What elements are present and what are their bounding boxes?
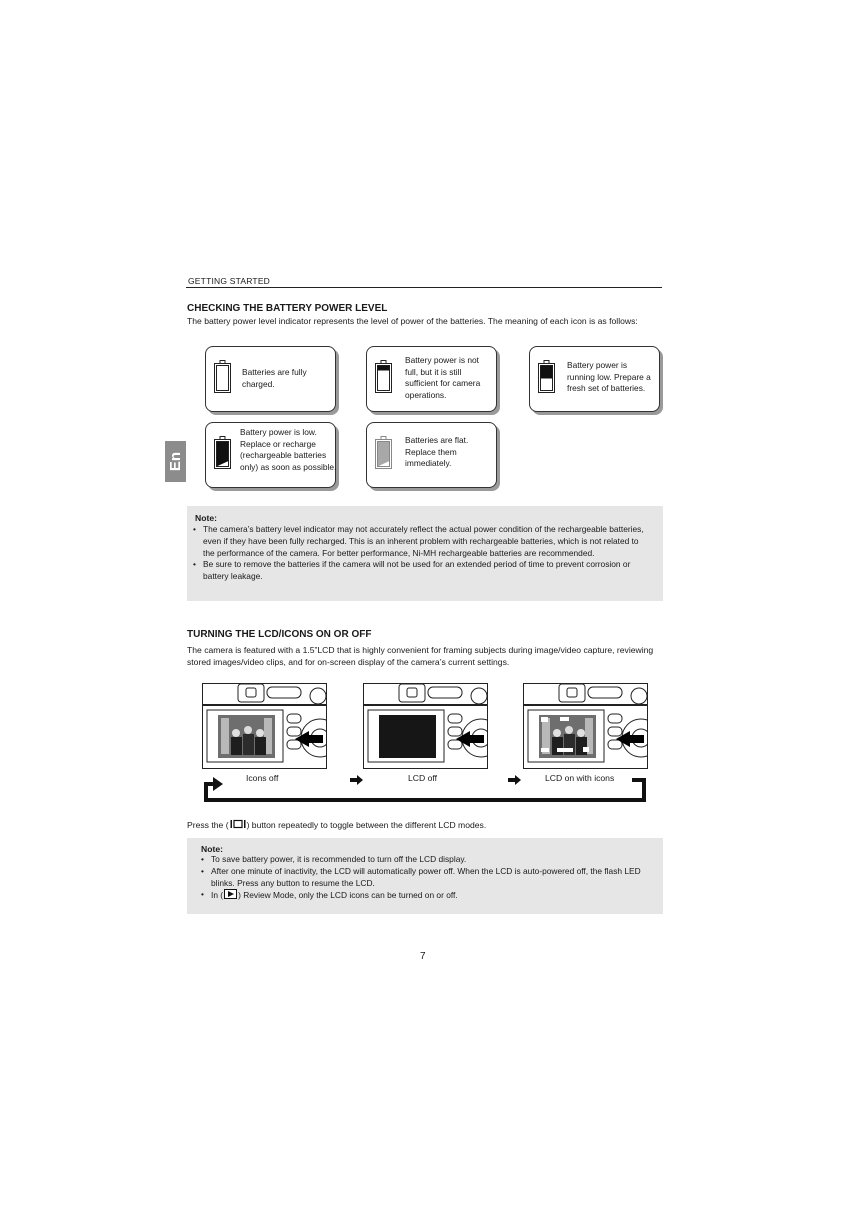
camera-image-icons-off xyxy=(202,683,327,769)
review-text-before: In ( xyxy=(211,890,224,901)
note-item: • Be sure to remove the batteries if the camera will not be used for an extended period of time to prevent corrosion or battery leakage. xyxy=(187,559,647,583)
camera-image-lcd-on-with-icons xyxy=(523,683,648,769)
battery-card-medium xyxy=(529,346,660,412)
note-title: Note: xyxy=(195,513,217,523)
note-title: Note: xyxy=(201,844,223,854)
press-text-before: Press the ( xyxy=(187,820,229,830)
battery-card-high xyxy=(366,346,497,412)
header-rule xyxy=(186,287,662,288)
lcd-note xyxy=(187,838,663,914)
arrow-right-icon xyxy=(508,775,521,785)
battery-card-low xyxy=(205,422,336,488)
lcd-section-title: TURNING THE LCD/ICONS ON OR OFF xyxy=(187,629,372,640)
section-header: GETTING STARTED xyxy=(188,276,271,286)
press-instruction xyxy=(187,819,486,832)
battery-card-full xyxy=(205,346,336,412)
review-text-after: ) Review Mode, only the LCD icons can be turned on or off. xyxy=(238,890,458,901)
note-item: • After one minute of inactivity, the LCD will automatically power off. When the LCD is auto-powered off, the flash LED blinks. Press any button to resume the LCD. xyxy=(195,866,650,890)
battery-low-icon xyxy=(214,436,231,469)
mode-caption-lcd-off: LCD off xyxy=(408,773,437,783)
battery-card-empty xyxy=(366,422,497,488)
battery-section-intro: The battery power level indicator represents the level of power of the batteries. The meaning of each icon is as follows: xyxy=(187,316,638,326)
battery-card-text: Battery power is not full, but it is still sufficient for camera operations. xyxy=(405,355,481,400)
camera-image-lcd-off xyxy=(363,683,488,769)
display-button-icon xyxy=(230,819,246,829)
review-mode-icon xyxy=(224,889,237,899)
battery-card-text: Battery power is running low. Prepare a fresh set of batteries. xyxy=(567,360,651,394)
lcd-section-intro: The camera is featured with a 1.5”LCD that is highly convenient for framing subjects during image/video capture, reviewing stored images/video clips, and for on-screen display of the camera’s current settings. xyxy=(187,645,654,667)
note-list xyxy=(195,854,650,902)
language-tab xyxy=(165,441,186,482)
press-text-after: ) button repeatedly to toggle between the different LCD modes. xyxy=(246,820,487,830)
battery-high-icon xyxy=(375,360,392,393)
battery-empty-icon xyxy=(375,436,392,469)
note-item: • The camera’s battery level indicator may not accurately reflect the actual power condition of the rechargeable batteries, even if they have been fully recharged. This is an inherent problem with rechargeable batteries, which is not related to the performance of the camera. For better performance, Ni-MH rechargeable batteries are recommended. xyxy=(187,524,647,559)
battery-full-icon xyxy=(214,360,231,393)
battery-card-text: Batteries are fully charged. xyxy=(242,367,307,389)
battery-medium-icon xyxy=(538,360,555,393)
note-item-review-mode xyxy=(195,889,650,902)
mode-caption-icons-off: Icons off xyxy=(246,773,279,783)
battery-section-title: CHECKING THE BATTERY POWER LEVEL xyxy=(187,303,388,314)
battery-card-text: Battery power is low. Replace or recharge (rechargeable batteries only) as soon as possible. xyxy=(240,427,337,472)
note-list xyxy=(187,524,647,583)
note-item: • To save battery power, it is recommended to turn off the LCD display. xyxy=(195,854,650,866)
arrow-right-icon xyxy=(350,775,363,785)
language-tab-label: En xyxy=(166,451,184,472)
battery-card-text: Batteries are flat. Replace them immediately. xyxy=(405,435,469,469)
mode-caption-lcd-on-with-icons: LCD on with icons xyxy=(545,773,615,783)
page-number: 7 xyxy=(420,951,426,962)
battery-note xyxy=(187,506,663,601)
